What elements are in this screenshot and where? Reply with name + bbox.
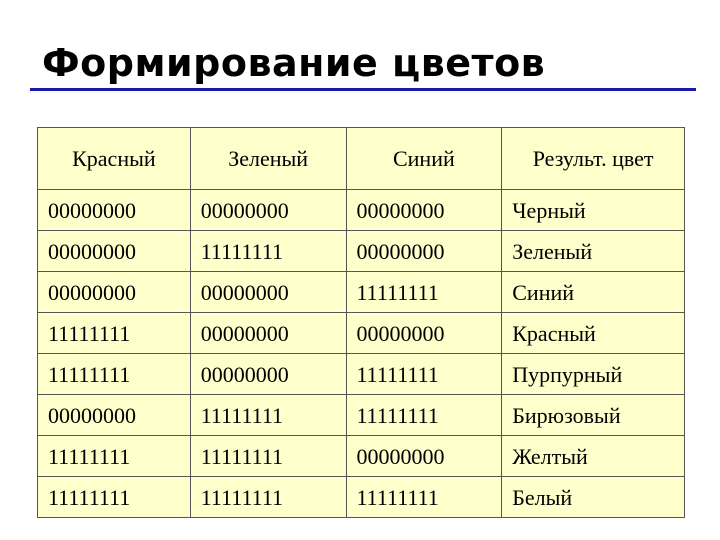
cell-green: 11111111 (190, 477, 346, 518)
cell-red: 00000000 (38, 231, 191, 272)
cell-result: Черный (502, 190, 685, 231)
cell-green: 00000000 (190, 313, 346, 354)
table-row (38, 231, 685, 272)
cell-blue: 00000000 (346, 231, 502, 272)
cell-blue: 11111111 (346, 354, 502, 395)
cell-blue: 00000000 (346, 313, 502, 354)
table-row (38, 190, 685, 231)
cell-red: 11111111 (38, 354, 191, 395)
table-row (38, 436, 685, 477)
cell-green: 00000000 (190, 190, 346, 231)
table-row (38, 272, 685, 313)
cell-result: Синий (502, 272, 685, 313)
color-table (37, 127, 685, 518)
table-header-row (38, 128, 685, 190)
slide-title: Формирование цветов (42, 41, 546, 85)
cell-red: 00000000 (38, 395, 191, 436)
cell-result: Красный (502, 313, 685, 354)
cell-blue: 00000000 (346, 436, 502, 477)
cell-green: 11111111 (190, 395, 346, 436)
cell-green: 11111111 (190, 436, 346, 477)
cell-result: Пурпурный (502, 354, 685, 395)
cell-result: Желтый (502, 436, 685, 477)
cell-red: 00000000 (38, 272, 191, 313)
cell-red: 11111111 (38, 477, 191, 518)
table-row (38, 395, 685, 436)
cell-result: Бирюзовый (502, 395, 685, 436)
cell-green: 11111111 (190, 231, 346, 272)
header-result-color: Результ. цвет (502, 128, 685, 190)
cell-red: 11111111 (38, 313, 191, 354)
cell-red: 11111111 (38, 436, 191, 477)
cell-green: 00000000 (190, 272, 346, 313)
cell-result: Зеленый (502, 231, 685, 272)
cell-blue: 11111111 (346, 272, 502, 313)
cell-red: 00000000 (38, 190, 191, 231)
header-red: Красный (38, 128, 191, 190)
cell-blue: 11111111 (346, 477, 502, 518)
title-underline (30, 88, 696, 91)
header-blue: Синий (346, 128, 502, 190)
cell-result: Белый (502, 477, 685, 518)
cell-green: 00000000 (190, 354, 346, 395)
table-row (38, 354, 685, 395)
cell-blue: 00000000 (346, 190, 502, 231)
table-row (38, 313, 685, 354)
header-green: Зеленый (190, 128, 346, 190)
cell-blue: 11111111 (346, 395, 502, 436)
table-row (38, 477, 685, 518)
